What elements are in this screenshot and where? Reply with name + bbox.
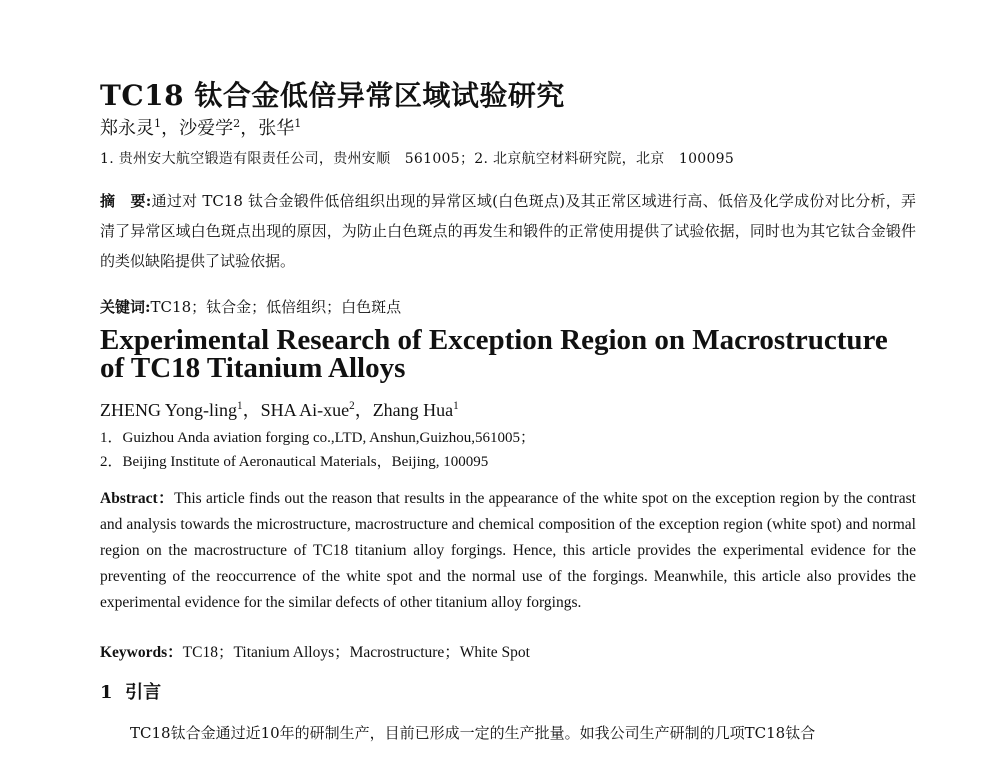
chinese-abstract: [100, 186, 916, 276]
author-sup: 1: [237, 400, 243, 412]
english-keywords-label: Keywords：: [100, 644, 183, 661]
author-name: Zhang Hua: [372, 400, 454, 420]
english-keywords: [100, 640, 916, 662]
english-abstract-label: Abstract：: [100, 490, 175, 507]
chinese-affiliations: 1. 贵州安大航空锻造有限责任公司，贵州安顺 561005；2. 北京航空材料研究院，北京 100095: [100, 151, 735, 167]
english-affiliation-2: 2．Beijing Institute of Aeronautical Materials，Beijing, 100095: [100, 454, 489, 470]
english-title: Experimental Research of Exception Region on Macrostructure of TC18 Titanium Alloys: [100, 324, 888, 384]
author-name: SHA Ai-xue: [260, 400, 350, 420]
author-sup: 1: [453, 400, 459, 412]
chinese-keywords-text: TC18；钛合金；低倍组织；白色斑点: [150, 298, 402, 316]
author-sup: 2: [349, 400, 355, 412]
chinese-keywords-label: 关键词:: [100, 298, 151, 316]
author-sup: 1: [294, 117, 302, 130]
english-affiliation-1: 1．Guizhou Anda aviation forging co.,LTD, Anshun,Guizhou,561005；: [100, 430, 535, 446]
english-abstract-text: This article finds out the reason that results in the appearance of the white spot on the exception region by the contrast and analysis towards the microstructure, macrostructure and chemical composition of the exception region (white spot) and normal region on the macrostructure of TC18 titanium alloy forgings. Hence, this article provides the experimental evidence for the preventing of the reoccurrence of the white spot and the normal use of the forgings. Meanwhile, this article also provides the experimental evidence for the similar defects of other titanium alloy forgings.: [100, 490, 916, 611]
section-title: 引言: [125, 682, 162, 703]
author-name: 张华: [258, 118, 295, 139]
chinese-abstract-label: 摘 要:: [100, 192, 152, 210]
section-number: 1: [100, 682, 113, 703]
author-sup: 2: [233, 117, 241, 130]
english-authors: ZHENG Yong-ling$^1$，SHA Ai-xue$^2$，Zhang Hua$^1$: [100, 400, 459, 420]
chinese-title: TC18 钛合金低倍异常区域试验研究: [100, 79, 565, 112]
english-abstract: [100, 486, 916, 616]
author-name: 郑永灵: [100, 118, 154, 139]
chinese-keywords: [100, 296, 916, 317]
author-sup: 1: [154, 117, 162, 130]
author-name: ZHENG Yong-ling: [100, 400, 238, 420]
author-name: 沙爱学: [179, 118, 234, 139]
body-paragraph: TC18钛合金通过近10年的研制生产，目前已形成一定的生产批量。如我公司生产研制的几项TC18钛合: [130, 724, 816, 742]
section-heading: [100, 678, 916, 704]
english-keywords-text: TC18；Titanium Alloys；Macrostructure；White Spot: [182, 644, 530, 661]
chinese-authors: 郑永灵$^1$，沙爱学$^2$，张华$^1$: [100, 117, 302, 139]
chinese-abstract-text: 通过对 TC18 钛合金锻件低倍组织出现的异常区域(白色斑点)及其正常区域进行高、低倍及化学成份对比分析，弄清了异常区域白色斑点出现的原因，为防止白色斑点的再发生和锻件的正常使用提供了试验依据，同时也为其它钛合金锻件的类似缺陷提供了试验依据。: [100, 192, 916, 270]
